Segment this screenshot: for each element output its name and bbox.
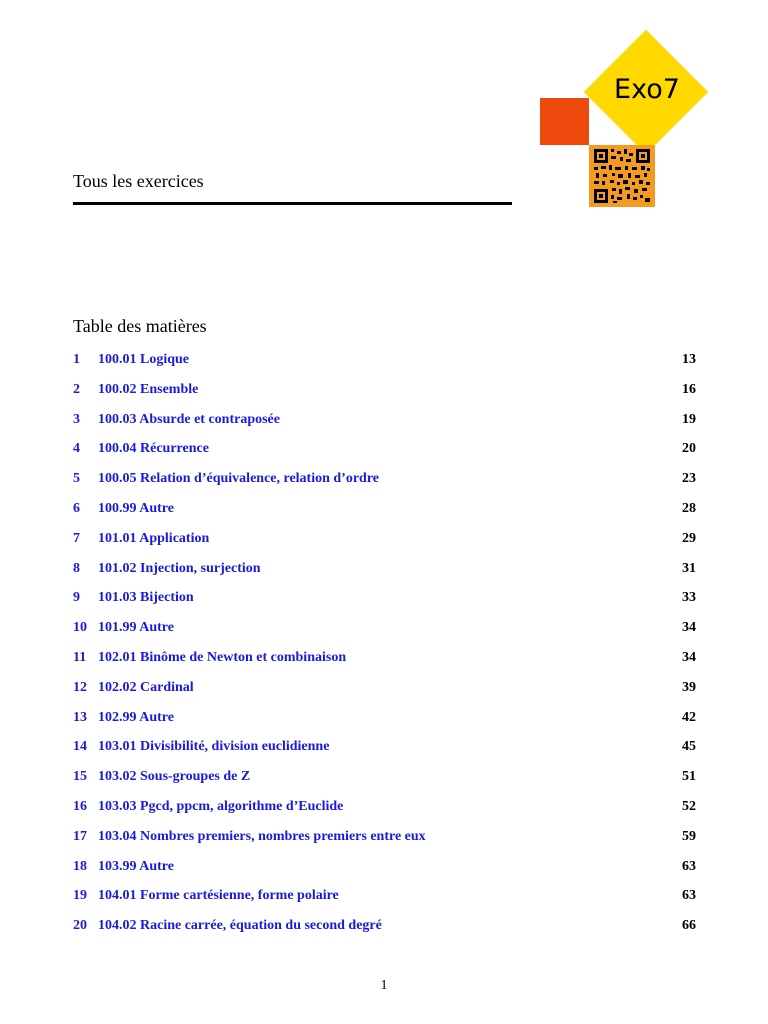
toc-item-number[interactable]: 16: [73, 798, 87, 814]
toc-item-link[interactable]: 100.02 Ensemble: [98, 381, 199, 397]
toc-item-link[interactable]: 100.99 Autre: [98, 500, 174, 516]
toc-item-number[interactable]: 17: [73, 828, 87, 844]
toc-item-link[interactable]: 101.03 Bijection: [98, 590, 194, 606]
toc-item-page: 34: [682, 649, 696, 665]
toc-item-link[interactable]: 101.99 Autre: [98, 620, 174, 636]
toc-item-number[interactable]: 13: [73, 709, 87, 725]
toc-item[interactable]: [73, 825, 696, 855]
toc-item[interactable]: [73, 735, 696, 765]
toc-item-page: 20: [682, 441, 696, 457]
toc-item[interactable]: [73, 527, 696, 557]
toc-item-number[interactable]: 14: [73, 739, 87, 755]
table-of-contents: [73, 348, 696, 944]
toc-item[interactable]: [73, 765, 696, 795]
toc-heading: Table des matières: [73, 316, 207, 336]
toc-item-page: 13: [682, 352, 696, 367]
toc-item[interactable]: [73, 884, 696, 914]
toc-item-page: 33: [682, 590, 696, 606]
toc-item-page: 66: [682, 918, 696, 934]
logo-red-square: [540, 98, 589, 145]
toc-item-link[interactable]: 103.03 Pgcd, ppcm, algorithme d’Euclide: [98, 798, 344, 814]
toc-item-page: 28: [682, 500, 696, 516]
toc-item-page: 31: [682, 560, 696, 576]
toc-item-number[interactable]: 5: [73, 471, 80, 487]
toc-item[interactable]: [73, 706, 696, 736]
toc-item-page: 51: [682, 769, 696, 785]
toc-item[interactable]: [73, 497, 696, 527]
page-number: 1: [380, 978, 388, 993]
toc-item-page: 29: [682, 530, 696, 546]
toc-item-link[interactable]: 103.02 Sous-groupes de Z: [98, 769, 251, 785]
document-title: Tous les exercices: [73, 171, 204, 191]
toc-item[interactable]: [73, 586, 696, 616]
toc-item-link[interactable]: 102.02 Cardinal: [98, 679, 194, 695]
toc-item-link[interactable]: 103.04 Nombres premiers, nombres premiers entre eux: [98, 828, 426, 844]
toc-item-page: 23: [682, 471, 696, 487]
toc-item-number[interactable]: 7: [73, 530, 80, 546]
toc-item-link[interactable]: 102.01 Binôme de Newton et combinaison: [98, 649, 347, 665]
toc-item[interactable]: [73, 855, 696, 885]
toc-item-page: 45: [682, 739, 696, 755]
toc-item-link[interactable]: 100.03 Absurde et contraposée: [98, 411, 280, 427]
toc-item-link[interactable]: 102.99 Autre: [98, 709, 174, 725]
toc-item[interactable]: [73, 646, 696, 676]
toc-item-page: 52: [682, 798, 696, 814]
toc-item-link[interactable]: 104.02 Racine carrée, équation du second degré: [98, 918, 382, 934]
toc-item-link[interactable]: 103.99 Autre: [98, 858, 174, 874]
toc-item-number[interactable]: 8: [73, 560, 80, 576]
toc-item-number[interactable]: 10: [73, 620, 87, 636]
toc-item[interactable]: [73, 616, 696, 646]
toc-item-number[interactable]: 2: [73, 381, 80, 397]
toc-item[interactable]: [73, 795, 696, 825]
toc-item-number[interactable]: 19: [73, 888, 87, 904]
toc-item-page: 59: [682, 828, 696, 844]
toc-item-number[interactable]: 1: [73, 352, 80, 367]
toc-item-page: 63: [682, 888, 696, 904]
toc-item-link[interactable]: 104.01 Forme cartésienne, forme polaire: [98, 888, 339, 904]
toc-item-link[interactable]: 103.01 Divisibilité, division euclidienne: [98, 739, 330, 755]
qr-code-icon: [589, 145, 655, 207]
toc-item-link[interactable]: 101.01 Application: [98, 530, 210, 546]
toc-item-number[interactable]: 9: [73, 590, 80, 606]
toc-item-number[interactable]: 11: [73, 649, 87, 665]
toc-item-number[interactable]: 20: [73, 918, 87, 934]
toc-item-page: 39: [682, 679, 696, 695]
toc-item-link[interactable]: 100.01 Logique: [98, 352, 190, 367]
toc-item-link[interactable]: 101.02 Injection, surjection: [98, 560, 261, 576]
toc-item[interactable]: [73, 437, 696, 467]
toc-item-link[interactable]: 100.05 Relation d’équivalence, relation d’ordre: [98, 471, 380, 487]
toc-item-page: 42: [682, 709, 696, 725]
toc-item-link[interactable]: 100.04 Récurrence: [98, 441, 209, 457]
logo-text: Exo7: [614, 74, 680, 105]
toc-item[interactable]: [73, 378, 696, 408]
toc-item-number[interactable]: 18: [73, 858, 87, 874]
toc-item-page: 16: [682, 381, 696, 397]
toc-item-number[interactable]: 3: [73, 411, 80, 427]
toc-item[interactable]: [73, 408, 696, 438]
toc-item[interactable]: [73, 914, 696, 944]
toc-item-number[interactable]: 12: [73, 679, 87, 695]
toc-item-page: 63: [682, 858, 696, 874]
toc-item-page: 34: [682, 620, 696, 636]
toc-item[interactable]: [73, 348, 696, 378]
toc-item-page: 19: [682, 411, 696, 427]
toc-item-number[interactable]: 4: [73, 441, 80, 457]
toc-item-number[interactable]: 15: [73, 769, 87, 785]
toc-item[interactable]: [73, 676, 696, 706]
title-underline: [73, 202, 512, 205]
toc-item[interactable]: [73, 467, 696, 497]
toc-item[interactable]: [73, 557, 696, 587]
toc-item-number[interactable]: 6: [73, 500, 80, 516]
